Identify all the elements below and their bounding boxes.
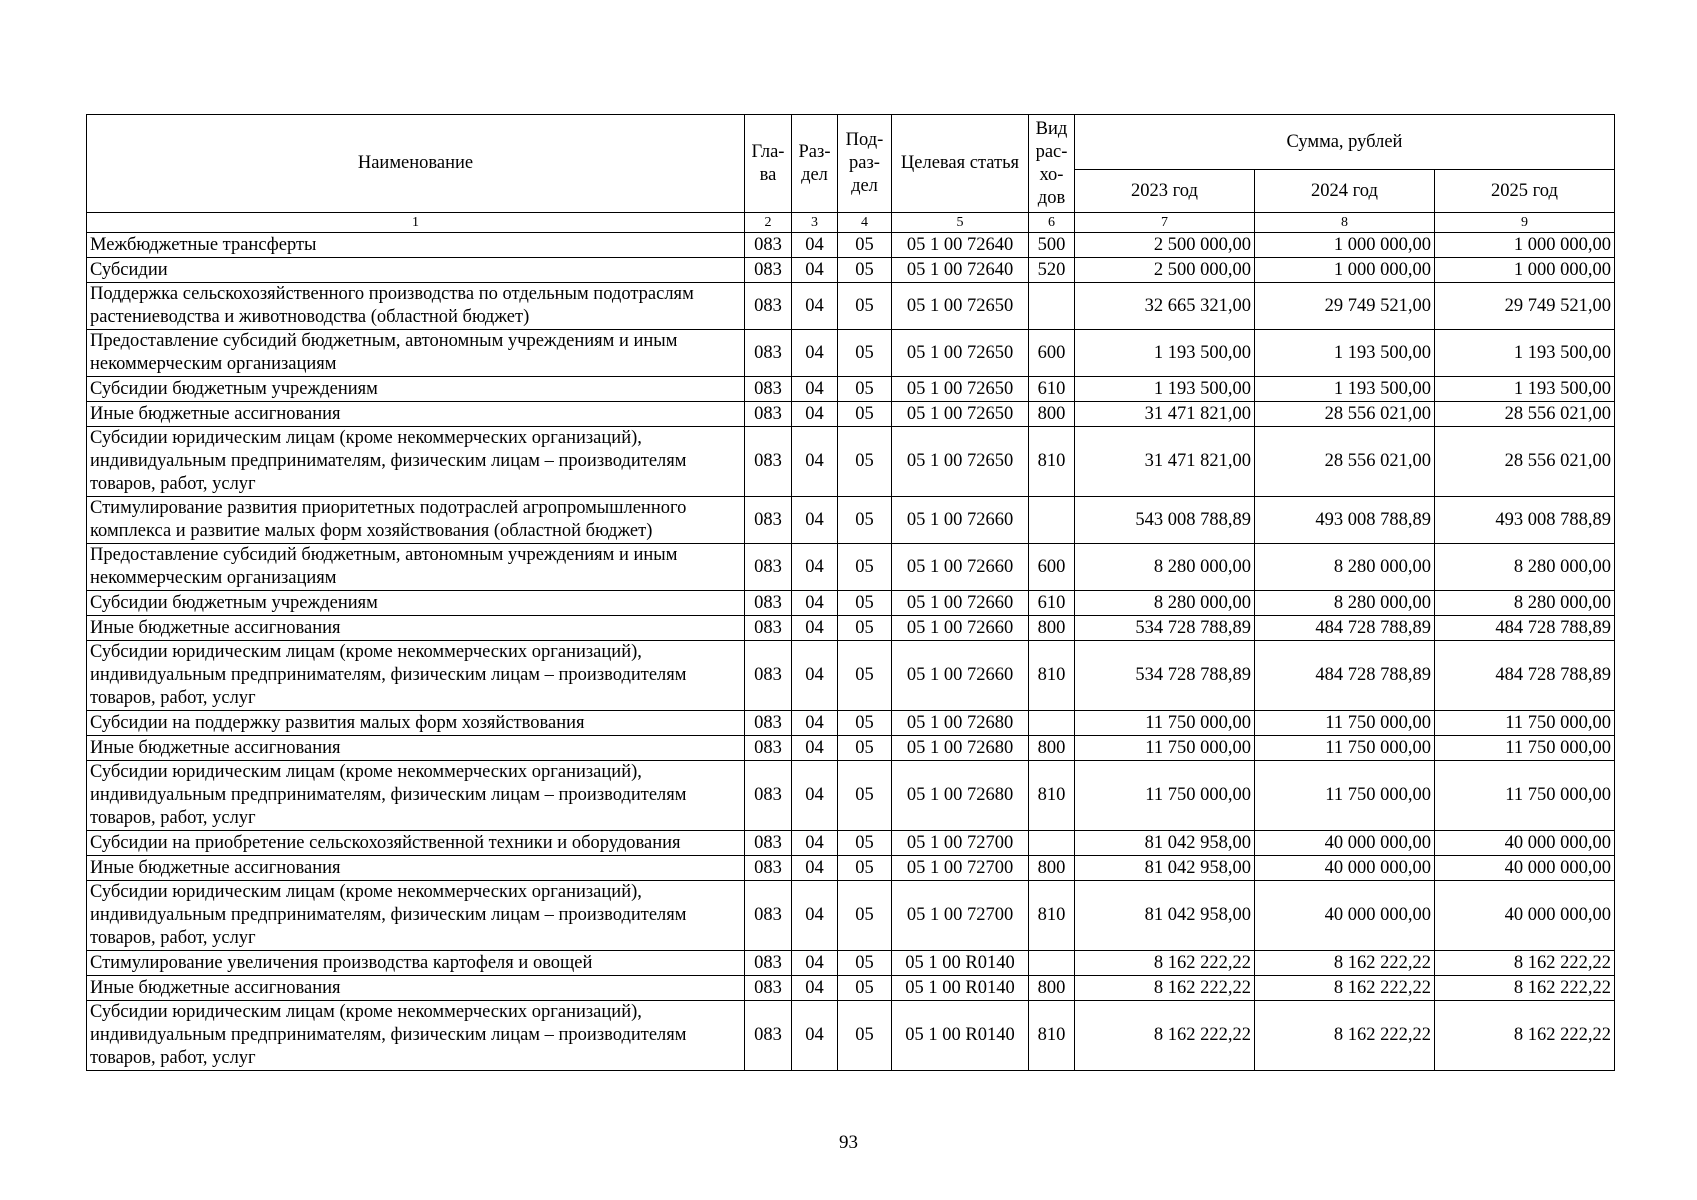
row-razdel: 04: [792, 881, 838, 951]
row-glava: 083: [745, 856, 792, 881]
row-vid-rashodov: 500: [1029, 233, 1075, 258]
table-row: [87, 951, 1615, 976]
row-podrazdel: 05: [838, 591, 892, 616]
row-razdel: 04: [792, 544, 838, 591]
row-sum-2025: 28 556 021,00: [1435, 427, 1615, 497]
row-razdel: 04: [792, 258, 838, 283]
header-podrazdel: Под-раз-дел: [838, 115, 892, 213]
row-sum-2024: 11 750 000,00: [1255, 711, 1435, 736]
row-glava: 083: [745, 761, 792, 831]
row-name: Субсидии: [87, 258, 745, 283]
row-glava: 083: [745, 1001, 792, 1071]
row-name: Субсидии юридическим лицам (кроме некоммерческих организаций), индивидуальным предпринимателям, физическим лицам – производителям товаров, работ, услуг: [87, 761, 745, 831]
column-number-row: [87, 213, 1615, 233]
row-sum-2025: 1 193 500,00: [1435, 330, 1615, 377]
row-glava: 083: [745, 233, 792, 258]
row-sum-2024: 1 000 000,00: [1255, 258, 1435, 283]
row-vid-rashodov: [1029, 497, 1075, 544]
row-sum-2024: 11 750 000,00: [1255, 761, 1435, 831]
row-sum-2024: 1 193 500,00: [1255, 377, 1435, 402]
table-row: [87, 330, 1615, 377]
table-row: [87, 976, 1615, 1001]
row-sum-2025: 1 000 000,00: [1435, 233, 1615, 258]
row-podrazdel: 05: [838, 258, 892, 283]
row-name: Иные бюджетные ассигнования: [87, 856, 745, 881]
row-razdel: 04: [792, 831, 838, 856]
row-sum-2025: 11 750 000,00: [1435, 711, 1615, 736]
row-vid-rashodov: 600: [1029, 330, 1075, 377]
row-vid-rashodov: [1029, 711, 1075, 736]
row-celevaya-statya: 05 1 00 72680: [892, 761, 1029, 831]
column-number: 1: [87, 213, 745, 233]
row-celevaya-statya: 05 1 00 72700: [892, 831, 1029, 856]
row-name: Субсидии юридическим лицам (кроме некоммерческих организаций), индивидуальным предпринимателям, физическим лицам – производителям товаров, работ, услуг: [87, 641, 745, 711]
column-number: 6: [1029, 213, 1075, 233]
row-sum-2025: 8 162 222,22: [1435, 976, 1615, 1001]
row-sum-2025: 8 162 222,22: [1435, 951, 1615, 976]
row-podrazdel: 05: [838, 544, 892, 591]
row-glava: 083: [745, 951, 792, 976]
row-sum-2023: 8 162 222,22: [1075, 976, 1255, 1001]
row-podrazdel: 05: [838, 283, 892, 330]
row-sum-2023: 11 750 000,00: [1075, 736, 1255, 761]
row-podrazdel: 05: [838, 377, 892, 402]
row-razdel: 04: [792, 616, 838, 641]
row-sum-2024: 28 556 021,00: [1255, 402, 1435, 427]
row-podrazdel: 05: [838, 641, 892, 711]
row-razdel: 04: [792, 761, 838, 831]
row-sum-2023: 31 471 821,00: [1075, 427, 1255, 497]
row-name: Поддержка сельскохозяйственного производства по отдельным подотраслям растениеводства и животноводства (областной бюджет): [87, 283, 745, 330]
row-name: Предоставление субсидий бюджетным, автономным учреждениям и иным некоммерческим организациям: [87, 544, 745, 591]
row-sum-2023: 31 471 821,00: [1075, 402, 1255, 427]
row-podrazdel: 05: [838, 881, 892, 951]
row-glava: 083: [745, 377, 792, 402]
row-vid-rashodov: 810: [1029, 427, 1075, 497]
row-razdel: 04: [792, 402, 838, 427]
row-name: Иные бюджетные ассигнования: [87, 976, 745, 1001]
row-sum-2025: 29 749 521,00: [1435, 283, 1615, 330]
row-celevaya-statya: 05 1 00 72650: [892, 283, 1029, 330]
row-sum-2025: 8 162 222,22: [1435, 1001, 1615, 1071]
column-number: 8: [1255, 213, 1435, 233]
column-number: 5: [892, 213, 1029, 233]
row-sum-2024: 11 750 000,00: [1255, 736, 1435, 761]
row-glava: 083: [745, 976, 792, 1001]
row-sum-2025: 28 556 021,00: [1435, 402, 1615, 427]
table-row: [87, 641, 1615, 711]
row-sum-2025: 1 193 500,00: [1435, 377, 1615, 402]
row-name: Субсидии юридическим лицам (кроме некоммерческих организаций), индивидуальным предпринимателям, физическим лицам – производителям товаров, работ, услуг: [87, 1001, 745, 1071]
row-sum-2024: 484 728 788,89: [1255, 641, 1435, 711]
row-sum-2025: 8 280 000,00: [1435, 544, 1615, 591]
row-vid-rashodov: 610: [1029, 591, 1075, 616]
row-glava: 083: [745, 591, 792, 616]
table-row: [87, 544, 1615, 591]
row-celevaya-statya: 05 1 00 72660: [892, 641, 1029, 711]
header-summa: Сумма, рублей: [1075, 115, 1615, 170]
row-razdel: 04: [792, 1001, 838, 1071]
row-razdel: 04: [792, 330, 838, 377]
row-sum-2023: 1 193 500,00: [1075, 377, 1255, 402]
row-vid-rashodov: [1029, 951, 1075, 976]
table-row: [87, 881, 1615, 951]
row-vid-rashodov: 810: [1029, 1001, 1075, 1071]
row-name: Субсидии на приобретение сельскохозяйственной техники и оборудования: [87, 831, 745, 856]
row-sum-2024: 8 162 222,22: [1255, 951, 1435, 976]
row-sum-2025: 11 750 000,00: [1435, 761, 1615, 831]
row-celevaya-statya: 05 1 00 72680: [892, 736, 1029, 761]
row-vid-rashodov: 800: [1029, 616, 1075, 641]
row-sum-2024: 8 280 000,00: [1255, 544, 1435, 591]
header-vid-rashodov: Вид рас-хо-дов: [1029, 115, 1075, 213]
row-sum-2025: 1 000 000,00: [1435, 258, 1615, 283]
row-name: Иные бюджетные ассигнования: [87, 616, 745, 641]
row-razdel: 04: [792, 641, 838, 711]
row-sum-2024: 40 000 000,00: [1255, 831, 1435, 856]
row-podrazdel: 05: [838, 427, 892, 497]
row-sum-2024: 8 280 000,00: [1255, 591, 1435, 616]
header-name: Наименование: [87, 115, 745, 213]
row-glava: 083: [745, 258, 792, 283]
row-sum-2025: 40 000 000,00: [1435, 831, 1615, 856]
row-sum-2025: 484 728 788,89: [1435, 616, 1615, 641]
table-row: [87, 377, 1615, 402]
row-name: Стимулирование развития приоритетных подотраслей агропромышленного комплекса и развитие малых форм хозяйствования (областной бюджет): [87, 497, 745, 544]
column-number: 2: [745, 213, 792, 233]
row-name: Иные бюджетные ассигнования: [87, 402, 745, 427]
row-sum-2024: 1 193 500,00: [1255, 330, 1435, 377]
table-row: [87, 427, 1615, 497]
row-sum-2025: 40 000 000,00: [1435, 856, 1615, 881]
row-sum-2025: 484 728 788,89: [1435, 641, 1615, 711]
row-podrazdel: 05: [838, 976, 892, 1001]
row-celevaya-statya: 05 1 00 72650: [892, 330, 1029, 377]
row-name: Стимулирование увеличения производства картофеля и овощей: [87, 951, 745, 976]
row-podrazdel: 05: [838, 497, 892, 544]
row-podrazdel: 05: [838, 616, 892, 641]
table-row: [87, 736, 1615, 761]
row-podrazdel: 05: [838, 831, 892, 856]
row-name: Субсидии бюджетным учреждениям: [87, 377, 745, 402]
row-razdel: 04: [792, 233, 838, 258]
column-number: 3: [792, 213, 838, 233]
row-vid-rashodov: 520: [1029, 258, 1075, 283]
table-body: [87, 233, 1615, 1071]
row-razdel: 04: [792, 736, 838, 761]
row-podrazdel: 05: [838, 711, 892, 736]
row-sum-2025: 11 750 000,00: [1435, 736, 1615, 761]
row-razdel: 04: [792, 591, 838, 616]
row-sum-2024: 29 749 521,00: [1255, 283, 1435, 330]
table-row: [87, 761, 1615, 831]
row-glava: 083: [745, 544, 792, 591]
table-row: [87, 591, 1615, 616]
table-row: [87, 497, 1615, 544]
row-vid-rashodov: 800: [1029, 736, 1075, 761]
header-year-2025: 2025 год: [1435, 170, 1615, 213]
row-name: Субсидии юридическим лицам (кроме некоммерческих организаций), индивидуальным предпринимателям, физическим лицам – производителям товаров, работ, услуг: [87, 881, 745, 951]
row-razdel: 04: [792, 856, 838, 881]
row-sum-2024: 28 556 021,00: [1255, 427, 1435, 497]
row-celevaya-statya: 05 1 00 72660: [892, 591, 1029, 616]
row-vid-rashodov: 800: [1029, 856, 1075, 881]
row-celevaya-statya: 05 1 00 72680: [892, 711, 1029, 736]
row-podrazdel: 05: [838, 330, 892, 377]
row-name: Субсидии на поддержку развития малых форм хозяйствования: [87, 711, 745, 736]
row-celevaya-statya: 05 1 00 72640: [892, 258, 1029, 283]
row-name: Субсидии юридическим лицам (кроме некоммерческих организаций), индивидуальным предпринимателям, физическим лицам – производителям товаров, работ, услуг: [87, 427, 745, 497]
row-podrazdel: 05: [838, 761, 892, 831]
row-sum-2024: 40 000 000,00: [1255, 856, 1435, 881]
row-razdel: 04: [792, 377, 838, 402]
row-glava: 083: [745, 283, 792, 330]
row-glava: 083: [745, 711, 792, 736]
row-name: Иные бюджетные ассигнования: [87, 736, 745, 761]
row-razdel: 04: [792, 427, 838, 497]
row-vid-rashodov: 810: [1029, 881, 1075, 951]
row-sum-2024: 8 162 222,22: [1255, 1001, 1435, 1071]
table-row: [87, 233, 1615, 258]
row-sum-2023: 8 162 222,22: [1075, 1001, 1255, 1071]
row-glava: 083: [745, 831, 792, 856]
header-year-2023: 2023 год: [1075, 170, 1255, 213]
row-celevaya-statya: 05 1 00 72700: [892, 856, 1029, 881]
table-row: [87, 831, 1615, 856]
column-number: 9: [1435, 213, 1615, 233]
row-sum-2023: 2 500 000,00: [1075, 233, 1255, 258]
row-vid-rashodov: 610: [1029, 377, 1075, 402]
row-vid-rashodov: 600: [1029, 544, 1075, 591]
table-row: [87, 616, 1615, 641]
row-sum-2025: 493 008 788,89: [1435, 497, 1615, 544]
header-year-2024: 2024 год: [1255, 170, 1435, 213]
row-celevaya-statya: 05 1 00 72650: [892, 427, 1029, 497]
table-row: [87, 1001, 1615, 1071]
row-sum-2023: 11 750 000,00: [1075, 761, 1255, 831]
row-razdel: 04: [792, 283, 838, 330]
row-vid-rashodov: [1029, 283, 1075, 330]
row-sum-2025: 8 280 000,00: [1435, 591, 1615, 616]
row-podrazdel: 05: [838, 736, 892, 761]
row-sum-2023: 2 500 000,00: [1075, 258, 1255, 283]
header-celevaya-statya: Целевая статья: [892, 115, 1029, 213]
row-razdel: 04: [792, 976, 838, 1001]
row-glava: 083: [745, 616, 792, 641]
row-sum-2023: 8 162 222,22: [1075, 951, 1255, 976]
row-glava: 083: [745, 330, 792, 377]
row-podrazdel: 05: [838, 402, 892, 427]
column-number: 7: [1075, 213, 1255, 233]
row-celevaya-statya: 05 1 00 72700: [892, 881, 1029, 951]
row-sum-2023: 8 280 000,00: [1075, 591, 1255, 616]
row-celevaya-statya: 05 1 00 72650: [892, 402, 1029, 427]
row-glava: 083: [745, 427, 792, 497]
row-sum-2023: 81 042 958,00: [1075, 881, 1255, 951]
row-glava: 083: [745, 497, 792, 544]
row-sum-2023: 1 193 500,00: [1075, 330, 1255, 377]
row-name: Предоставление субсидий бюджетным, автономным учреждениям и иным некоммерческим организациям: [87, 330, 745, 377]
row-celevaya-statya: 05 1 00 72660: [892, 616, 1029, 641]
row-sum-2024: 40 000 000,00: [1255, 881, 1435, 951]
column-number: 4: [838, 213, 892, 233]
row-celevaya-statya: 05 1 00 72650: [892, 377, 1029, 402]
row-razdel: 04: [792, 951, 838, 976]
row-sum-2023: 11 750 000,00: [1075, 711, 1255, 736]
table-row: [87, 258, 1615, 283]
row-podrazdel: 05: [838, 1001, 892, 1071]
header-razdel: Раз-дел: [792, 115, 838, 213]
row-vid-rashodov: 810: [1029, 761, 1075, 831]
header-glava: Гла-ва: [745, 115, 792, 213]
row-name: Субсидии бюджетным учреждениям: [87, 591, 745, 616]
row-vid-rashodov: 800: [1029, 976, 1075, 1001]
row-podrazdel: 05: [838, 233, 892, 258]
table-row: [87, 402, 1615, 427]
row-vid-rashodov: 810: [1029, 641, 1075, 711]
row-podrazdel: 05: [838, 856, 892, 881]
row-glava: 083: [745, 402, 792, 427]
row-celevaya-statya: 05 1 00 72660: [892, 497, 1029, 544]
table-row: [87, 283, 1615, 330]
row-glava: 083: [745, 736, 792, 761]
row-sum-2024: 8 162 222,22: [1255, 976, 1435, 1001]
row-vid-rashodov: 800: [1029, 402, 1075, 427]
row-celevaya-statya: 05 1 00 72660: [892, 544, 1029, 591]
table-row: [87, 711, 1615, 736]
row-celevaya-statya: 05 1 00 72640: [892, 233, 1029, 258]
row-razdel: 04: [792, 711, 838, 736]
row-sum-2023: 81 042 958,00: [1075, 856, 1255, 881]
row-glava: 083: [745, 881, 792, 951]
row-sum-2024: 484 728 788,89: [1255, 616, 1435, 641]
table-row: [87, 856, 1615, 881]
row-sum-2024: 493 008 788,89: [1255, 497, 1435, 544]
row-sum-2023: 81 042 958,00: [1075, 831, 1255, 856]
row-sum-2023: 534 728 788,89: [1075, 641, 1255, 711]
row-name: Межбюджетные трансферты: [87, 233, 745, 258]
row-sum-2023: 32 665 321,00: [1075, 283, 1255, 330]
row-celevaya-statya: 05 1 00 R0140: [892, 1001, 1029, 1071]
row-sum-2023: 534 728 788,89: [1075, 616, 1255, 641]
row-glava: 083: [745, 641, 792, 711]
page-number: 93: [839, 1132, 858, 1153]
row-sum-2024: 1 000 000,00: [1255, 233, 1435, 258]
row-celevaya-statya: 05 1 00 R0140: [892, 976, 1029, 1001]
row-sum-2023: 8 280 000,00: [1075, 544, 1255, 591]
row-sum-2023: 543 008 788,89: [1075, 497, 1255, 544]
row-vid-rashodov: [1029, 831, 1075, 856]
row-sum-2025: 40 000 000,00: [1435, 881, 1615, 951]
row-razdel: 04: [792, 497, 838, 544]
row-celevaya-statya: 05 1 00 R0140: [892, 951, 1029, 976]
budget-table: [86, 114, 1615, 1071]
row-podrazdel: 05: [838, 951, 892, 976]
